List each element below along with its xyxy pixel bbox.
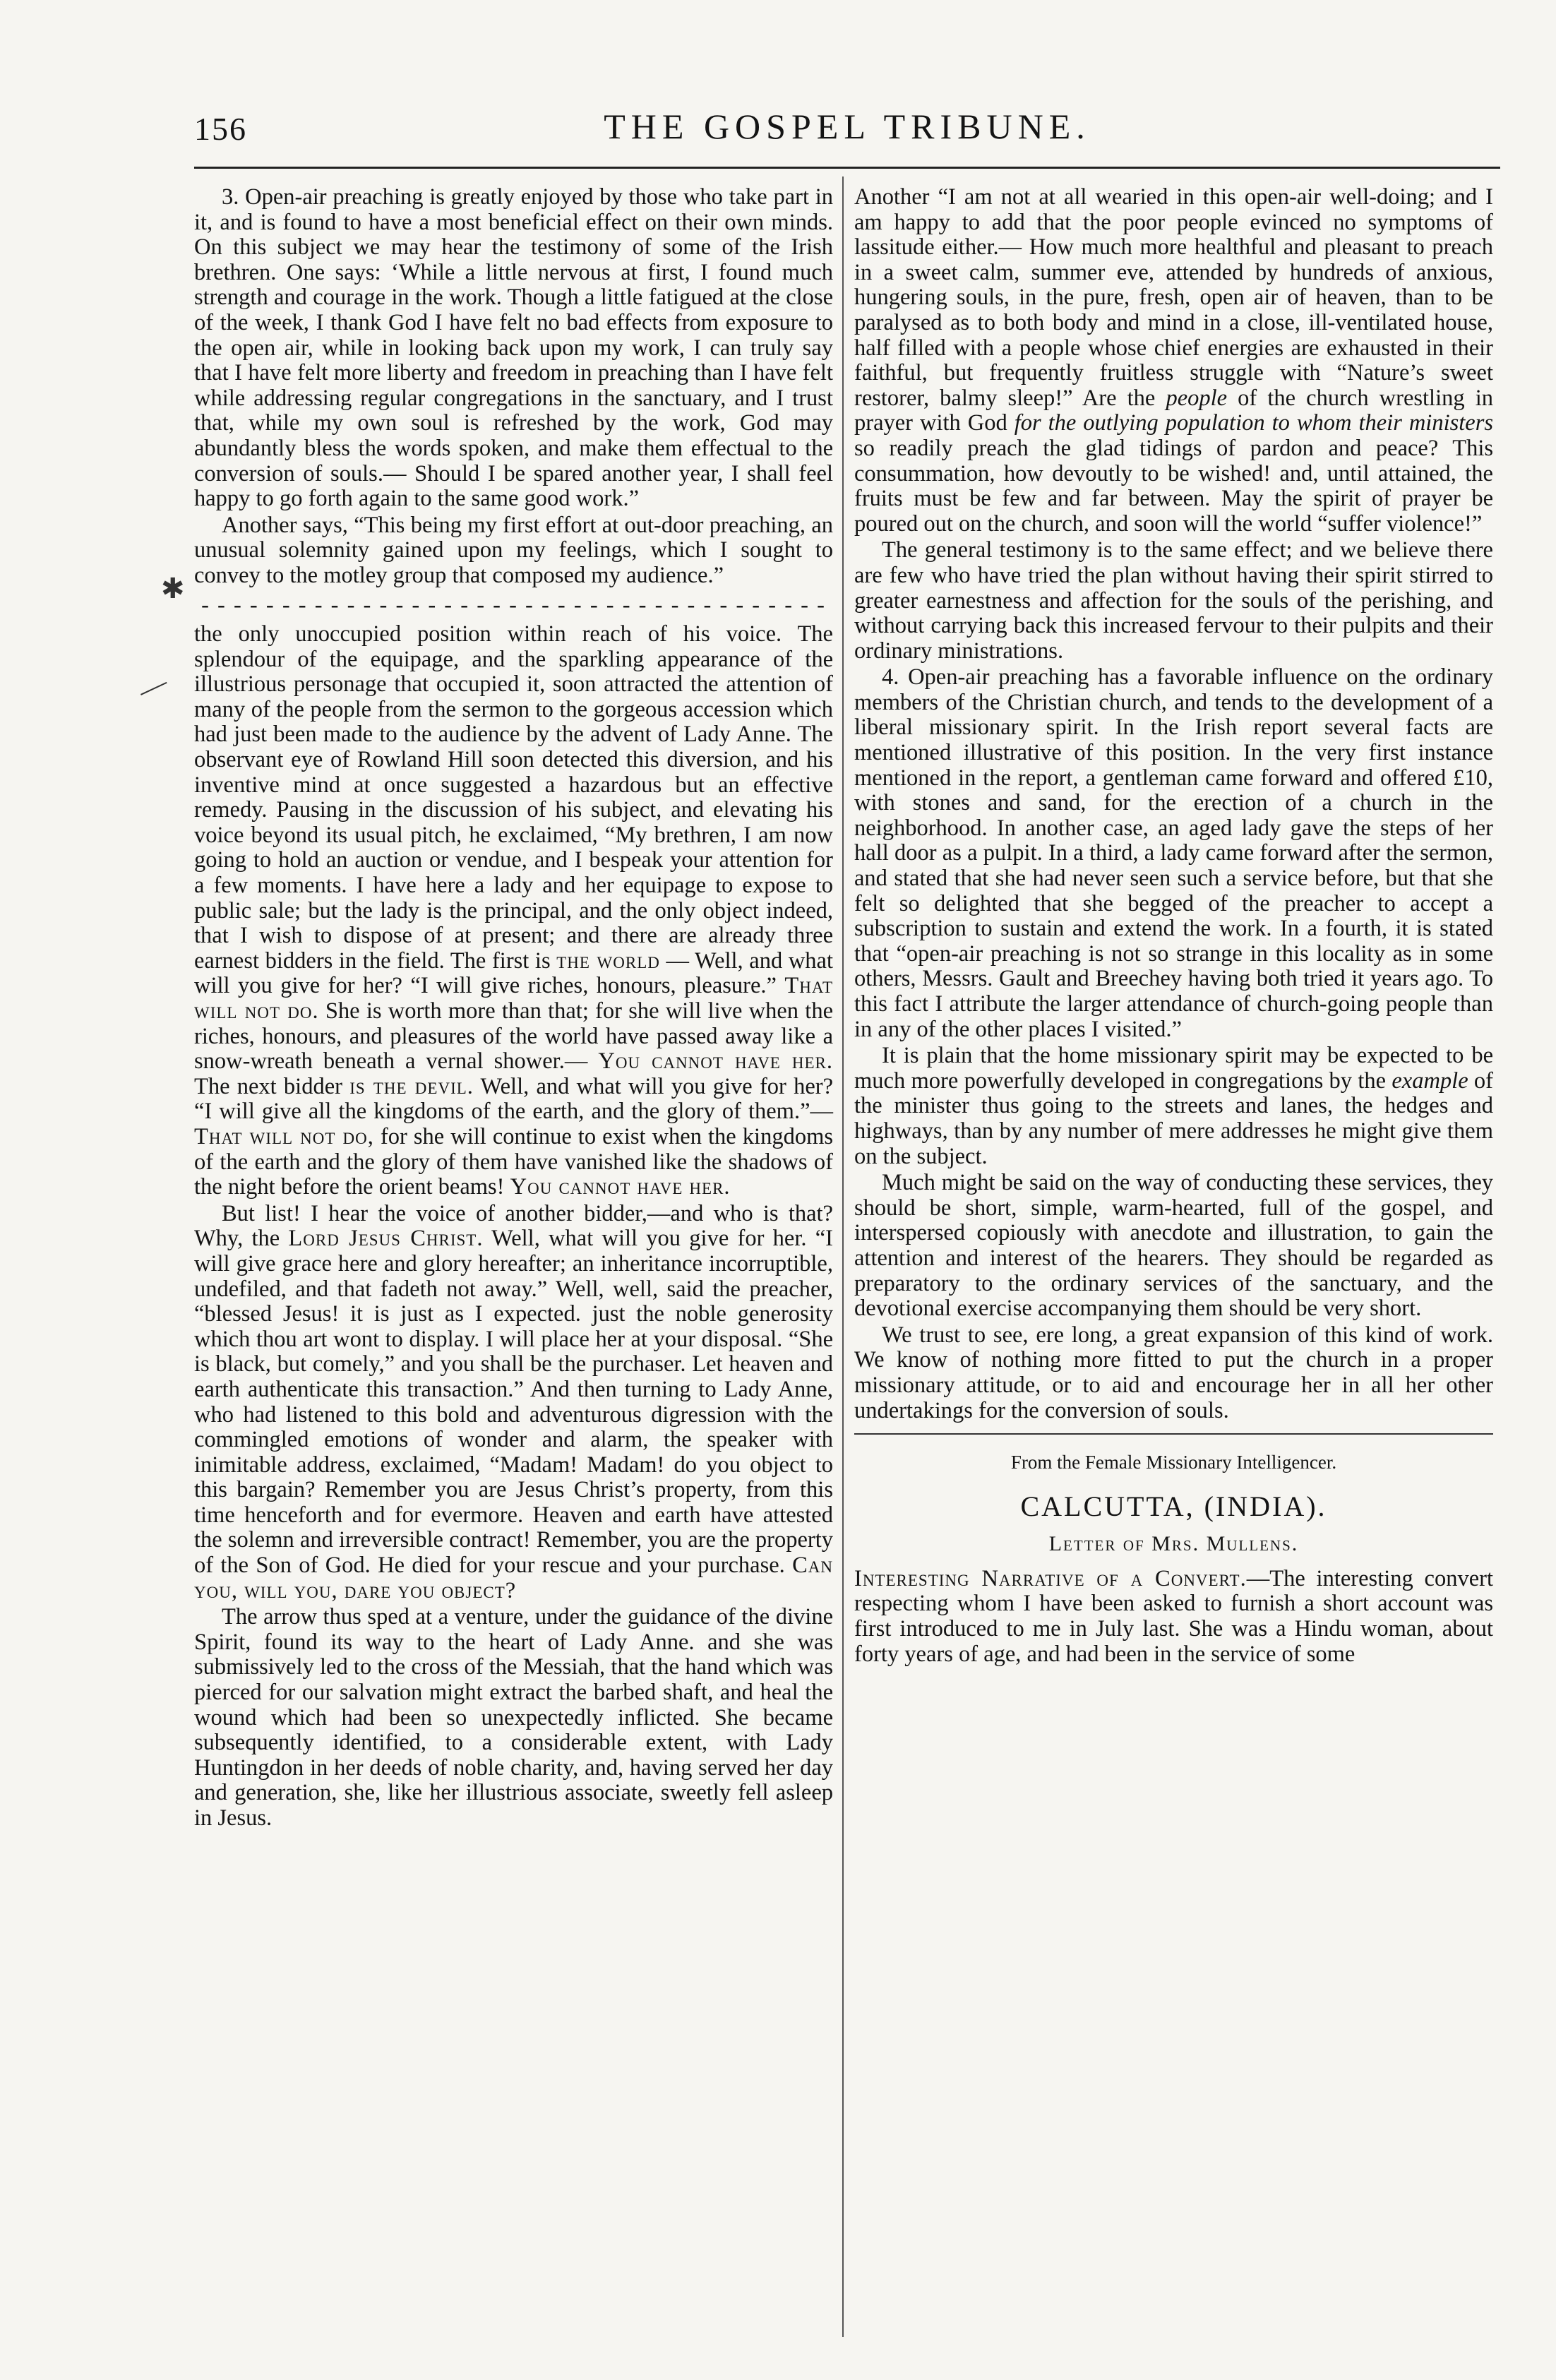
article-paragraph: 3. Open-air preaching is greatly enjoyed by those who take part in it, and is found to have a most beneficial effect on their own minds. On this subject we may hear the testimony of some of the Irish brethren. One says: ‘While a little nervous at first, I found much strength and courage in the work. Though a little fatigued at the close of the week, I thank God I have felt no bad effects from exposure to the open air, while in looking back upon my work, I can truly say that I have felt more liberty and freedom in preaching than I have felt while addressing regular congregations in the sanctuary, and I trust that, while my own soul is refreshed by the work, God may abundantly bless the words spoken, and make them effectual to the conversion of souls.— Should I be spared another year, I shall feel happy to go forth again to the same good work.” — [194, 184, 833, 512]
page-number: 156 — [194, 111, 247, 147]
text-run: Well, and what will you give for her? “I will give all the kingdoms of the earth, and the glory of them.”— — [194, 1073, 833, 1125]
text-run: It is plain that the home missionary spirit may be expected to be much more powerfully developed in congregations by the — [854, 1043, 1493, 1094]
italic-run: for the outlying population to whom their ministers — [1014, 410, 1493, 436]
text-run: Well, what will you give for her. “I will give grace here and glory hereafter; an inheritance incorruptible, undefiled, and that fadeth not away.” Well, well, said the preacher, “blessed Jesus! it is just as I expected. just the noble generosity which thou art wont to display. I will place her at your disposal. “She is black, but comely,” and you shall be the purchaser. Let heaven and earth authenticate this transaction.” And then turning to Lady Anne, who had listened to this bold and adventurous digression with the commingled emotions of wonder and alarm, the speaker with inimitable address, exclaimed, “Madam! Madam! do you object to this bargain? Remember you are Jesus Christ’s property, from this time henceforth and for evermore. Heaven and earth have attested the solemn and irreversible contract! Remember, you are the property of the Son of God. He died for your rescue and your purchase. — [194, 1226, 833, 1579]
text-run: of the church wrestling in prayer with God — [854, 385, 1493, 436]
anecdote-paragraph — [194, 1202, 833, 1604]
page-header — [194, 106, 1500, 162]
section-heading: CALCUTTA, (INDIA). — [1020, 1490, 1327, 1522]
text-run: —The interesting convert respecting whom I have been asked to furnish a short account was first introduced to me in July last. She was a Hindu woman, about forty years of age, and had been in the service of some — [854, 1565, 1493, 1667]
margin-stroke: — — [133, 665, 172, 707]
separator-dashes: - - - - - - - - - - - - - - - - - - - - - - - - - - - - - - - - - - - - - - - — [201, 592, 826, 618]
small-caps-run: That will not do. — [194, 973, 833, 1024]
small-caps-run: That will not do, — [194, 1123, 374, 1149]
text-run: Another “I am not at all wearied in this open-air well-doing; and I am happy to add that the poor people evinced no symptoms of lassitude either.— How much more healthful and pleasant to preach in a sweet calm, summer eve, attended by hundreds of anxious, hungering souls, in the pure, fresh, open air of heaven, than to be paralysed as to both body and mind in a close, ill-ventilated house, half filled with a people whose chief energies are exhausted in their faithful, but frequently fruitless struggle with “Nature’s sweet restorer, balmy sleep!” Are the — [854, 184, 1493, 411]
text-run: so readily preach the glad tidings of pardon and peace? This consummation, how devoutly to be wished! and, until attained, the fruits must be few and far between. May the spirit of prayer be poured out on the church, and soon will the world “suffer violence!” — [854, 435, 1493, 537]
article-paragraph — [854, 1044, 1493, 1169]
article-paragraph: 4. Open-air preaching has a favorable influence on the ordinary members of the Christian church, and tends to the development of a liberal missionary spirit. In the Irish report several facts are mentioned illustrative of this position. In the very first instance mentioned in the report, a gentleman came forward and offered £10, with stones and sand, for the erection of a church in the neighborhood. In another case, an aged lady gave the steps of her hall door as a pulpit. In a third, a lady came forward after the sermon, and stated that she had never seen such a service before, but that she felt so delighted that she begged of the preacher to accept a subscription to sustain and extend the work. In a fourth, it is stated that “open-air preaching is not so strange in this locality as in some others, Messrs. Gault and Breechey having both tried it years ago. To this fact I attribute the larger attendance of church-going people than in any of the other places I visited.” — [854, 664, 1493, 1042]
journal-title: THE GOSPEL TRIBUNE. — [604, 107, 1091, 146]
anecdote-paragraph — [194, 622, 833, 1200]
small-caps-run: You cannot have her. — [598, 1048, 834, 1075]
article-paragraph — [854, 185, 1493, 537]
text-run: The next bidder — [194, 1073, 350, 1099]
text-run: the only unoccupied position within reach of his voice. The splendour of the equipage, and the sparkling appearance of the illustrious personage that occupied it, soon attracted the attention of many of the people from the sermon to the gorgeous accession which had just been made to the audience by the advent of Lady Anne. The observant eye of Rowland Hill soon detected this diversion, and his inventive mind at once suggested a hazardous but an effective remedy. Pausing in the discussion of his subject, and elevating his voice beyond its usual pitch, he exclaimed, “My brethren, I am now going to hold an auction or vendue, and I bespeak your attention for a few moments. I have here a lady and her equipage to expose to public sale; but the lady is the principal, and the only object indeed, that I wish to dispose of at present; and there are already three earnest bidders in the field. The first is — [194, 621, 833, 974]
section-divider — [854, 1433, 1493, 1435]
small-caps-run: is the devil. — [349, 1073, 474, 1099]
right-column — [854, 185, 1493, 1667]
text-run: — Well, and what will you give for her? “I will give riches, honours, pleasure.” — [194, 947, 833, 999]
small-caps-run: the world — [556, 947, 660, 974]
small-caps-run: Lord Jesus Christ. — [288, 1226, 484, 1252]
text-run: for she will continue to exist when the kingdoms of the earth and the glory of them have vanished like the shadows of the night before the orient beams! — [194, 1123, 833, 1200]
margin-mark: ✱ — [161, 573, 185, 604]
text-run: But list! I hear the voice of another bidder,—and who is that? Why, the — [194, 1200, 833, 1252]
anecdote-paragraph: The arrow thus sped at a venture, under the guidance of the divine Spirit, found its way to the heart of Lady Anne. and she was submissively led to the cross of the Messiah, that the hand which was pierced for our salvation might extract the barbed shaft, and heal the wound which had been so unexpectedly inflicted. She became subsequently identified, to a considerable extent, with Lady Huntingdon in her deeds of noble charity, and, having served her day and generation, she, like her illustrious associate, sweetly fell asleep in Jesus. — [194, 1604, 833, 1831]
left-column — [194, 185, 833, 1831]
column-divider — [842, 177, 844, 2337]
source-credit: From the Female Missionary Intelligencer. — [1010, 1452, 1337, 1473]
italic-run: example — [1392, 1068, 1468, 1094]
small-caps-run: Can you, will you, dare you object? — [194, 1553, 833, 1603]
article-paragraph: The general testimony is to the same effect; and we believe there are few who have tried the plan without having their spirit stirred to greater earnestness and affection for the souls of the perishing, and without carrying back this increased fervour to their pulpits and their ordinary ministrations. — [854, 537, 1493, 664]
article-paragraph: Another says, “This being my first effort at out-door preaching, an unusual solemnity gained upon my feelings, which I sought to convey to the motley group that composed my audience.” — [194, 512, 833, 588]
small-caps-run: You cannot have her. — [510, 1174, 731, 1200]
italic-run: people — [1166, 385, 1228, 411]
article-paragraph: We trust to see, ere long, a great expansion of this kind of work. We know of nothing more fitted to put the church in a proper missionary attitude, or to aid and encourage her in all her other undertakings for the conversion of souls. — [854, 1322, 1493, 1423]
text-run: of the minister thus going to the streets and lanes, the hedges and highways, than by any number of mere addresses he might give them on the subject. — [854, 1068, 1493, 1169]
narrative-paragraph — [854, 1567, 1493, 1667]
text-run: She is worth more than that; for she will live when the riches, honours, and pleasures of the world have passed away like a snow-wreath beneath a vernal shower.— — [194, 998, 833, 1075]
header-rule — [194, 167, 1500, 169]
article-paragraph: Much might be said on the way of conducting these services, they should be short, simple, warm-hearted, full of the gospel, and interspersed copiously with anecdote and illustration, to gain the attention and interest of the hearers. They should be regarded as preparatory to the ordinary services of the sanctuary, and the devotional exercise accompanying them should be very short. — [854, 1170, 1493, 1322]
letter-heading: Letter of Mrs. Mullens. — [1048, 1532, 1299, 1556]
small-caps-run: Interesting Narrative of a Convert. — [854, 1565, 1247, 1591]
